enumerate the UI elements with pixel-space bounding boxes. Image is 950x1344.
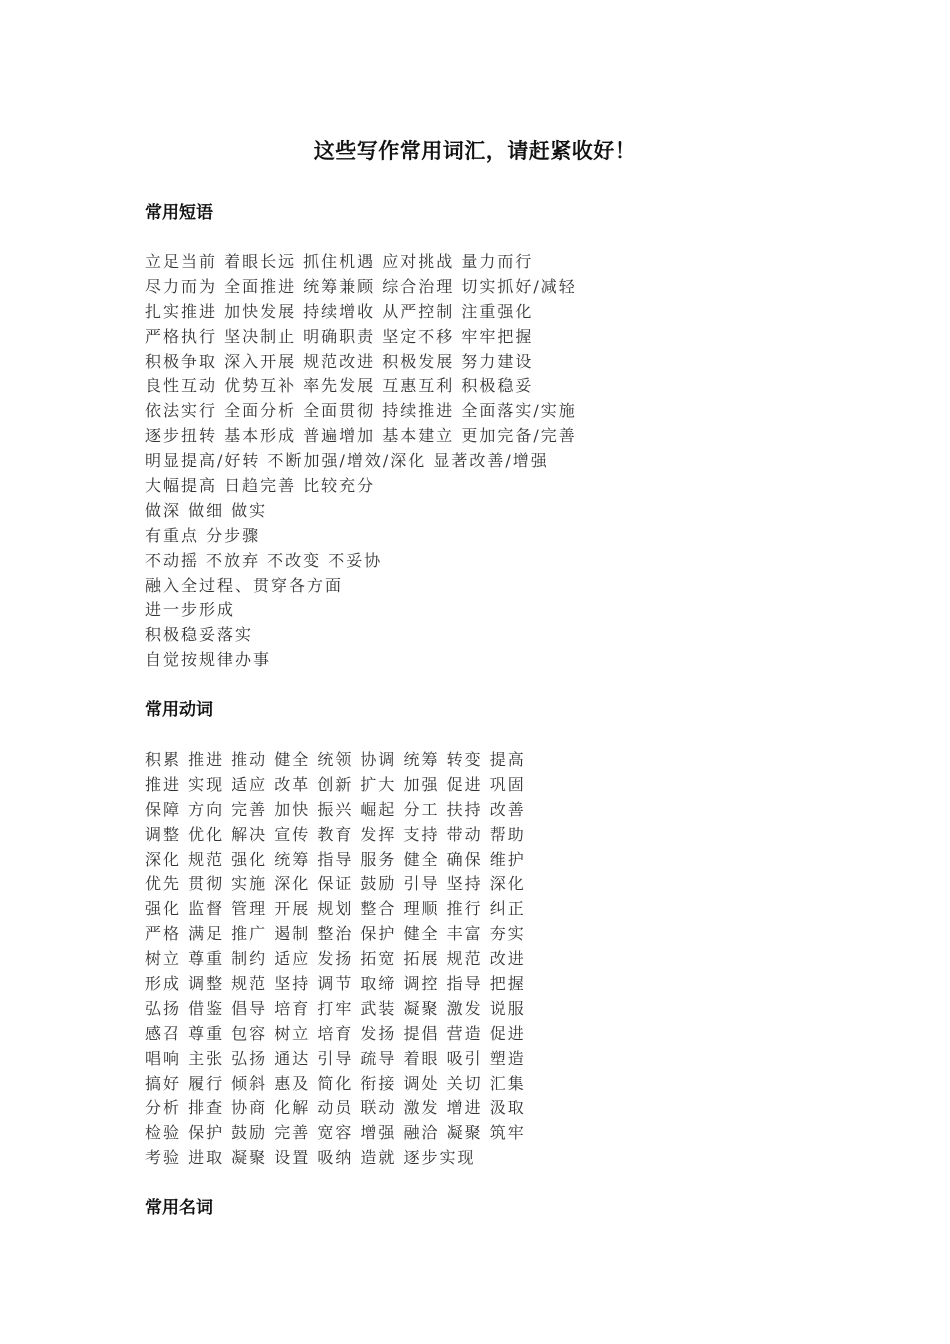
term-line: 严格 满足 推广 遏制 整治 保护 健全 丰富 夯实 xyxy=(145,924,526,944)
term-line: 不动摇 不放弃 不改变 不妥协 xyxy=(145,550,383,570)
term-line: 树立 尊重 制约 适应 发扬 拓宽 拓展 规范 改进 xyxy=(145,949,526,969)
section-heading-verbs: 常用动词 xyxy=(145,700,213,720)
phrase-list xyxy=(145,250,845,673)
term-line: 保障 方向 完善 加快 振兴 崛起 分工 扶持 改善 xyxy=(145,799,526,819)
term-line: 推进 实现 适应 改革 创新 扩大 加强 促进 巩固 xyxy=(145,774,526,794)
term-line: 逐步扭转 基本形成 普遍增加 基本建立 更加完备/完善 xyxy=(145,426,577,446)
term-line: 深化 规范 强化 统筹 指导 服务 健全 确保 维护 xyxy=(145,849,526,869)
term-line: 感召 尊重 包容 树立 培育 发扬 提倡 营造 促进 xyxy=(145,1023,526,1043)
term-line: 优先 贯彻 实施 深化 保证 鼓励 引导 坚持 深化 xyxy=(145,874,526,894)
section-heading-nouns: 常用名词 xyxy=(145,1198,213,1218)
term-line: 依法实行 全面分析 全面贯彻 持续推进 全面落实/实施 xyxy=(145,401,577,421)
term-line: 积累 推进 推动 健全 统领 协调 统筹 转变 提高 xyxy=(145,750,526,769)
term-line: 扎实推进 加快发展 持续增收 从严控制 注重强化 xyxy=(145,301,534,321)
term-line: 分析 排查 协商 化解 动员 联动 激发 增进 汲取 xyxy=(145,1098,526,1118)
term-line: 良性互动 优势互补 率先发展 互惠互利 积极稳妥 xyxy=(145,376,534,396)
verb-list xyxy=(145,748,845,1171)
term-line: 考验 进取 凝聚 设置 吸纳 造就 逐步实现 xyxy=(145,1148,476,1168)
term-line: 强化 监督 管理 开展 规划 整合 理顺 推行 纠正 xyxy=(145,899,526,919)
term-line: 有重点 分步骤 xyxy=(145,525,261,545)
term-line: 积极稳妥落实 xyxy=(145,625,254,645)
term-line: 立足当前 着眼长远 抓住机遇 应对挑战 量力而行 xyxy=(145,252,534,271)
term-line: 搞好 履行 倾斜 惠及 简化 衔接 调处 关切 汇集 xyxy=(145,1073,526,1093)
term-line: 积极争取 深入开展 规范改进 积极发展 努力建设 xyxy=(145,351,534,371)
term-line: 做深 做细 做实 xyxy=(145,500,268,520)
term-line: 融入全过程、贯穿各方面 xyxy=(145,575,344,595)
term-line: 检验 保护 鼓励 完善 宽容 增强 融洽 凝聚 筑牢 xyxy=(145,1123,526,1143)
term-line: 大幅提高 日趋完善 比较充分 xyxy=(145,476,376,496)
page-title: 这些写作常用词汇，请赶紧收好！ xyxy=(313,139,637,163)
term-line: 明显提高/好转 不断加强/增效/深化 显著改善/增强 xyxy=(145,451,549,471)
section-heading-phrases: 常用短语 xyxy=(145,203,213,223)
term-line: 调整 优化 解决 宣传 教育 发挥 支持 带动 帮助 xyxy=(145,824,526,844)
term-line: 形成 调整 规范 坚持 调节 取缔 调控 指导 把握 xyxy=(145,974,526,994)
term-line: 进一步形成 xyxy=(145,600,236,620)
term-line: 严格执行 坚决制止 明确职责 坚定不移 牢牢把握 xyxy=(145,326,534,346)
term-line: 自觉按规律办事 xyxy=(145,650,272,670)
term-line: 唱响 主张 弘扬 通达 引导 疏导 着眼 吸引 塑造 xyxy=(145,1048,526,1068)
term-line: 尽力而为 全面推进 统筹兼顾 综合治理 切实抓好/减轻 xyxy=(145,276,577,296)
term-line: 弘扬 借鉴 倡导 培育 打牢 武装 凝聚 激发 说服 xyxy=(145,998,526,1018)
